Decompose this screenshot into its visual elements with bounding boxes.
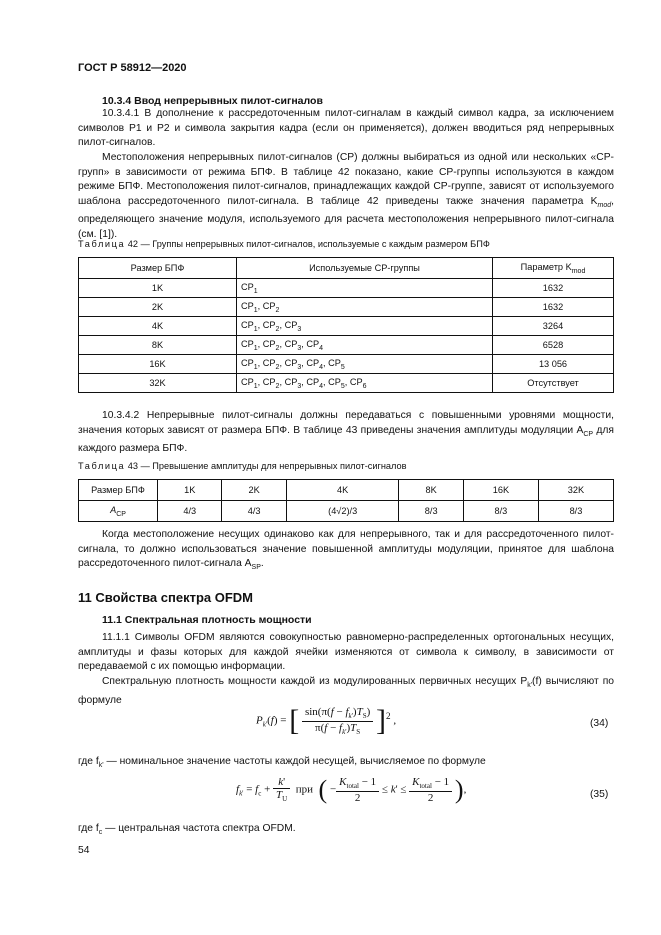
table-row	[79, 336, 614, 355]
section-heading-11-1: 11.1 Спектральная плотность мощности	[102, 614, 312, 626]
paragraph-cp-groups: Местоположения непрерывных пилот-сигналов (CP) должны выбираться из одной или нескольких «CP-групп» в зависимости от режима БПФ. В таблице 42 показано, какие CP-группы используются в каждом режиме БПФ. Местоположения пилот-сигналов, принадлежащих каждой CP-группе, зависят от используемого шаблона рассредоточенного пилот-сигнала. В таблице 42 приведены также значения параметра $K_{mod}$, определяющего значение модуля, используемого для расчета местоположения непрерывного пилот-сигнала (см. [1]).	[78, 152, 614, 241]
table-43-caption: Таблица 43 — Превышение амплитуды для непрерывных пилот-сигналов	[78, 461, 407, 471]
t43-cell-value: (4√2)/3	[286, 501, 399, 522]
t43-cell-size: 16K	[463, 480, 538, 501]
paragraph-11-1-1: 11.1.1 Символы OFDM являются совокупностью равномерно-распределенных ортогональных несущих, амплитуды и фазы которых для каждой ячейки изменяются от символа к символу, в зависимости от передаваемой с их помощью информации.	[78, 632, 614, 673]
t42-cell-fft: 1K	[79, 279, 237, 298]
table-row	[79, 317, 614, 336]
t42-cell-groups: $CP_1$, $CP_2$, $CP_3$	[237, 317, 493, 336]
t43-cell-value: 4/3	[158, 501, 222, 522]
t42-cell-groups: $CP_1$, $CP_2$	[237, 298, 493, 317]
equation-34: $P_{k'}(f)$ = [ $\frac{\sin(\pi(f - f_{k'})T_S)}{\pi(f - f_{k'})T_S}$ ]$^2$ ,	[256, 704, 397, 737]
paragraph-spectral-density: Спектральную плотность мощности каждой из модулированных первичных несущих $P_{k'}(f)$ вычисляют по формуле	[78, 676, 614, 706]
t43-cell-value: 8/3	[399, 501, 463, 522]
t42-cell-kmod: 3264	[493, 317, 614, 336]
t42-cell-fft: 32K	[79, 374, 237, 393]
t42-cell-fft: 8K	[79, 336, 237, 355]
t43-cell-size: 32K	[538, 480, 613, 501]
equation-35-number: (35)	[590, 789, 609, 800]
t43-cell-value: 8/3	[463, 501, 538, 522]
t42-cell-groups: $CP_1$, $CP_2$, $CP_3$, $CP_4$, $CP_5$, $CP_6$	[237, 374, 493, 393]
paragraph-10-3-4-1: 10.3.4.1 В дополнение к рассредоточенным пилот-сигналам в каждый символ кадра, за исключением символов P1 и P2 и символа закрытия кадра (если он применяется), должен вводиться ряд непрерывных пилот-сигналов.	[78, 108, 614, 149]
table-42-caption: Таблица 42 — Группы непрерывных пилот-сигналов, используемые с каждым размером БПФ	[78, 239, 490, 249]
equation-34-number: (34)	[590, 718, 609, 729]
table-row	[79, 374, 614, 393]
t42-cell-groups: $CP_1$, $CP_2$, $CP_3$, $CP_4$	[237, 336, 493, 355]
paragraph-where-fk: где $f_{k'}$ — номинальное значение частоты каждой несущей, вычисляемое по формуле	[78, 756, 486, 770]
t43-cell-size: 1K	[158, 480, 222, 501]
t42-cell-fft: 4K	[79, 317, 237, 336]
t43-header-acp: $A_{CP}$	[79, 501, 158, 522]
table-row	[79, 279, 614, 298]
paragraph-where-fc: где $f_c$ — центральная частота спектра OFDM.	[78, 823, 296, 837]
t43-cell-size: 4K	[286, 480, 399, 501]
t42-header-groups: Используемые CP-группы	[237, 258, 493, 279]
t42-header-kmod: Параметр $K_{mod}$	[493, 258, 614, 279]
t42-cell-kmod: 1632	[493, 279, 614, 298]
t43-cell-value: 8/3	[538, 501, 613, 522]
t42-header-fft: Размер БПФ	[79, 258, 237, 279]
section-heading-10-3-4: 10.3.4 Ввод непрерывных пилот-сигналов	[102, 95, 323, 107]
page-number: 54	[78, 845, 90, 856]
t42-cell-kmod: 13 056	[493, 355, 614, 374]
t43-cell-value: 4/3	[222, 501, 286, 522]
table-43	[78, 479, 614, 522]
t42-cell-kmod: Отсутствует	[493, 374, 614, 393]
t42-cell-kmod: 6528	[493, 336, 614, 355]
paragraph-10-3-4-2: 10.3.4.2 Непрерывные пилот-сигналы должны передаваться с повышенными уровнями мощности, значения которых зависят от размера БПФ. В таблице 43 приведены значения амплитуды модуляции $A_{CP}$ для каждого размера БПФ.	[78, 410, 614, 455]
table-row	[79, 298, 614, 317]
t43-cell-size: 2K	[222, 480, 286, 501]
section-heading-11: 11 Свойства спектра OFDM	[78, 590, 253, 605]
t42-cell-fft: 2K	[79, 298, 237, 317]
t42-cell-groups: $CP_1$	[237, 279, 493, 298]
t43-header-fft: Размер БПФ	[79, 480, 158, 501]
t42-cell-kmod: 1632	[493, 298, 614, 317]
t42-cell-groups: $CP_1$, $CP_2$, $CP_3$, $CP_4$, $CP_5$	[237, 355, 493, 374]
t42-cell-fft: 16K	[79, 355, 237, 374]
paragraph-boosted-amplitude: Когда местоположение несущих одинаково как для непрерывного, так и для рассредоточенного пилот-сигнала, то должно использоваться значение повышенной амплитуды модуляции, принятое для шаблона рассредоточенного пилот-сигнала $A_{SP}$.	[78, 529, 614, 572]
equation-35: $f_{k'} = f_c$ + $\frac{k'}{T_U}$ при ( − $\frac{K_{total} - 1}{2}$ ≤ k' ≤ $\frac{K_{total} - 1}{2}$ ),	[236, 775, 467, 804]
t43-cell-size: 8K	[399, 480, 463, 501]
table-row	[79, 355, 614, 374]
table-42	[78, 257, 614, 393]
document-header: ГОСТ Р 58912—2020	[78, 62, 187, 74]
